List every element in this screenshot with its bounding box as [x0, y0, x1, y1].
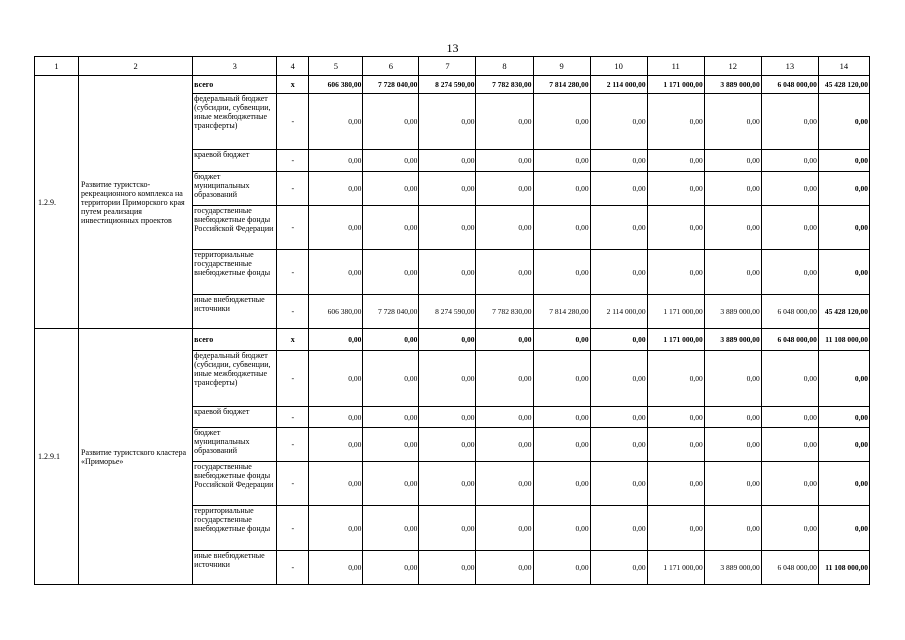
column-header-3: 3	[193, 57, 277, 76]
amount-cell: 0,00	[704, 462, 761, 506]
amount-cell: 0,00	[533, 94, 590, 150]
amount-cell: 8 274 590,00	[419, 295, 476, 329]
amount-cell: 0,00	[363, 206, 419, 250]
amount-cell: 0,00	[309, 428, 363, 462]
amount-cell: 0,00	[704, 250, 761, 295]
amount-cell: 0,00	[363, 407, 419, 428]
column-4-mark: -	[277, 551, 309, 585]
amount-cell: 0,00	[704, 351, 761, 407]
amount-cell: 0,00	[363, 351, 419, 407]
amount-cell: 11 108 000,00	[818, 329, 869, 351]
financing-table	[34, 56, 870, 585]
amount-cell: 0,00	[363, 250, 419, 295]
amount-cell: 7 782 830,00	[476, 76, 533, 94]
column-4-mark: -	[277, 172, 309, 206]
amount-cell: 0,00	[309, 150, 363, 172]
amount-cell: 0,00	[818, 206, 869, 250]
amount-cell: 3 889 000,00	[704, 329, 761, 351]
amount-cell: 45 428 120,00	[818, 76, 869, 94]
amount-cell: 0,00	[533, 506, 590, 551]
amount-cell: 0,00	[761, 250, 818, 295]
amount-cell: 0,00	[476, 551, 533, 585]
amount-cell: 0,00	[818, 150, 869, 172]
amount-cell: 0,00	[363, 172, 419, 206]
amount-cell: 0,00	[476, 94, 533, 150]
amount-cell: 0,00	[309, 462, 363, 506]
item-code: 1.2.9.	[35, 76, 79, 329]
amount-cell: 0,00	[818, 94, 869, 150]
amount-cell: 11 108 000,00	[818, 551, 869, 585]
amount-cell: 0,00	[533, 551, 590, 585]
amount-cell: 0,00	[363, 94, 419, 150]
amount-cell: 0,00	[590, 351, 647, 407]
amount-cell: 0,00	[818, 462, 869, 506]
funding-source: бюджет муниципальных образований	[193, 428, 277, 462]
amount-cell: 0,00	[476, 351, 533, 407]
amount-cell: 7 814 280,00	[533, 76, 590, 94]
amount-cell: 0,00	[761, 428, 818, 462]
funding-source: всего	[193, 329, 277, 351]
amount-cell: 0,00	[704, 94, 761, 150]
amount-cell: 7 728 040,00	[363, 295, 419, 329]
amount-cell: 0,00	[533, 462, 590, 506]
column-4-mark: х	[277, 329, 309, 351]
amount-cell: 0,00	[309, 250, 363, 295]
amount-cell: 0,00	[363, 150, 419, 172]
item-name: Развитие туристско-рекреационного комплекса на территории Приморского края путем реализация инвестиционных проектов	[79, 76, 193, 329]
amount-cell: 1 171 000,00	[647, 329, 704, 351]
amount-cell: 0,00	[704, 150, 761, 172]
amount-cell: 0,00	[476, 329, 533, 351]
amount-cell: 0,00	[419, 351, 476, 407]
table-row	[35, 329, 870, 351]
amount-cell: 0,00	[590, 329, 647, 351]
amount-cell: 0,00	[704, 428, 761, 462]
amount-cell: 6 048 000,00	[761, 295, 818, 329]
amount-cell: 0,00	[761, 462, 818, 506]
amount-cell: 45 428 120,00	[818, 295, 869, 329]
amount-cell: 0,00	[363, 329, 419, 351]
column-header-4: 4	[277, 57, 309, 76]
column-header-7: 7	[419, 57, 476, 76]
amount-cell: 0,00	[419, 206, 476, 250]
funding-source: бюджет муниципальных образований	[193, 172, 277, 206]
amount-cell: 0,00	[761, 506, 818, 551]
amount-cell: 7 728 040,00	[363, 76, 419, 94]
column-header-6: 6	[363, 57, 419, 76]
amount-cell: 0,00	[363, 462, 419, 506]
amount-cell: 0,00	[590, 150, 647, 172]
amount-cell: 0,00	[818, 172, 869, 206]
funding-source: федеральный бюджет (субсидии, субвенции, иные межбюджетные трансферты)	[193, 351, 277, 407]
amount-cell: 0,00	[818, 506, 869, 551]
funding-source: всего	[193, 76, 277, 94]
amount-cell: 0,00	[647, 428, 704, 462]
amount-cell: 1 171 000,00	[647, 551, 704, 585]
amount-cell: 0,00	[704, 206, 761, 250]
amount-cell: 0,00	[309, 172, 363, 206]
amount-cell: 0,00	[590, 172, 647, 206]
amount-cell: 0,00	[363, 428, 419, 462]
amount-cell: 0,00	[590, 462, 647, 506]
funding-source: краевой бюджет	[193, 150, 277, 172]
column-header-11: 11	[647, 57, 704, 76]
amount-cell: 0,00	[761, 150, 818, 172]
amount-cell: 0,00	[818, 250, 869, 295]
amount-cell: 0,00	[363, 551, 419, 585]
header-row	[35, 57, 870, 76]
amount-cell: 0,00	[476, 407, 533, 428]
amount-cell: 0,00	[590, 94, 647, 150]
amount-cell: 0,00	[419, 329, 476, 351]
amount-cell: 0,00	[419, 407, 476, 428]
amount-cell: 0,00	[419, 150, 476, 172]
funding-source: территориальные государственные внебюджетные фонды	[193, 506, 277, 551]
amount-cell: 0,00	[309, 94, 363, 150]
column-4-mark: -	[277, 150, 309, 172]
column-4-mark: -	[277, 506, 309, 551]
amount-cell: 6 048 000,00	[761, 76, 818, 94]
amount-cell: 0,00	[476, 206, 533, 250]
amount-cell: 0,00	[533, 428, 590, 462]
amount-cell: 3 889 000,00	[704, 295, 761, 329]
amount-cell: 0,00	[533, 351, 590, 407]
amount-cell: 0,00	[647, 351, 704, 407]
amount-cell: 0,00	[476, 462, 533, 506]
amount-cell: 0,00	[533, 206, 590, 250]
amount-cell: 0,00	[818, 351, 869, 407]
amount-cell: 6 048 000,00	[761, 329, 818, 351]
amount-cell: 0,00	[309, 351, 363, 407]
column-4-mark: -	[277, 295, 309, 329]
amount-cell: 0,00	[704, 506, 761, 551]
funding-source: государственные внебюджетные фонды Российской Федерации	[193, 462, 277, 506]
amount-cell: 0,00	[476, 172, 533, 206]
amount-cell: 0,00	[419, 94, 476, 150]
amount-cell: 0,00	[476, 506, 533, 551]
amount-cell: 0,00	[590, 407, 647, 428]
amount-cell: 0,00	[533, 172, 590, 206]
column-header-8: 8	[476, 57, 533, 76]
funding-source: государственные внебюджетные фонды Российской Федерации	[193, 206, 277, 250]
amount-cell: 0,00	[533, 329, 590, 351]
amount-cell: 7 814 280,00	[533, 295, 590, 329]
amount-cell: 1 171 000,00	[647, 295, 704, 329]
column-header-5: 5	[309, 57, 363, 76]
amount-cell: 0,00	[533, 250, 590, 295]
amount-cell: 2 114 000,00	[590, 76, 647, 94]
amount-cell: 0,00	[419, 250, 476, 295]
amount-cell: 0,00	[476, 428, 533, 462]
amount-cell: 0,00	[363, 506, 419, 551]
amount-cell: 3 889 000,00	[704, 551, 761, 585]
funding-source: иные внебюджетные источники	[193, 295, 277, 329]
amount-cell: 0,00	[590, 551, 647, 585]
amount-cell: 0,00	[704, 407, 761, 428]
column-header-14: 14	[818, 57, 869, 76]
amount-cell: 0,00	[419, 462, 476, 506]
amount-cell: 0,00	[590, 428, 647, 462]
column-4-mark: -	[277, 428, 309, 462]
amount-cell: 0,00	[647, 462, 704, 506]
column-header-13: 13	[761, 57, 818, 76]
amount-cell: 0,00	[761, 351, 818, 407]
column-4-mark: х	[277, 76, 309, 94]
amount-cell: 3 889 000,00	[704, 76, 761, 94]
amount-cell: 0,00	[476, 150, 533, 172]
table-row	[35, 76, 870, 94]
column-4-mark: -	[277, 351, 309, 407]
amount-cell: 0,00	[309, 206, 363, 250]
column-4-mark: -	[277, 94, 309, 150]
amount-cell: 606 380,00	[309, 76, 363, 94]
column-4-mark: -	[277, 407, 309, 428]
funding-source: территориальные государственные внебюджетные фонды	[193, 250, 277, 295]
amount-cell: 0,00	[647, 506, 704, 551]
column-header-10: 10	[590, 57, 647, 76]
amount-cell: 0,00	[419, 172, 476, 206]
item-name: Развитие туристского кластера «Приморье»	[79, 329, 193, 585]
amount-cell: 0,00	[419, 551, 476, 585]
amount-cell: 8 274 590,00	[419, 76, 476, 94]
amount-cell: 0,00	[309, 506, 363, 551]
amount-cell: 0,00	[704, 172, 761, 206]
funding-source: федеральный бюджет (субсидии, субвенции, иные межбюджетные трансферты)	[193, 94, 277, 150]
amount-cell: 0,00	[309, 329, 363, 351]
funding-source: краевой бюджет	[193, 407, 277, 428]
amount-cell: 1 171 000,00	[647, 76, 704, 94]
amount-cell: 0,00	[761, 407, 818, 428]
column-header-9: 9	[533, 57, 590, 76]
amount-cell: 0,00	[309, 407, 363, 428]
column-header-1: 1	[35, 57, 79, 76]
amount-cell: 0,00	[761, 172, 818, 206]
amount-cell: 0,00	[647, 150, 704, 172]
amount-cell: 0,00	[647, 206, 704, 250]
column-4-mark: -	[277, 462, 309, 506]
column-4-mark: -	[277, 206, 309, 250]
amount-cell: 0,00	[647, 250, 704, 295]
amount-cell: 0,00	[309, 551, 363, 585]
amount-cell: 0,00	[419, 506, 476, 551]
page-number: 13	[446, 41, 459, 55]
amount-cell: 0,00	[590, 206, 647, 250]
column-header-12: 12	[704, 57, 761, 76]
amount-cell: 0,00	[476, 250, 533, 295]
amount-cell: 0,00	[761, 206, 818, 250]
amount-cell: 6 048 000,00	[761, 551, 818, 585]
column-header-2: 2	[79, 57, 193, 76]
amount-cell: 0,00	[818, 428, 869, 462]
amount-cell: 0,00	[533, 407, 590, 428]
amount-cell: 0,00	[647, 407, 704, 428]
amount-cell: 0,00	[818, 407, 869, 428]
amount-cell: 0,00	[419, 428, 476, 462]
amount-cell: 0,00	[590, 250, 647, 295]
amount-cell: 7 782 830,00	[476, 295, 533, 329]
amount-cell: 606 380,00	[309, 295, 363, 329]
amount-cell: 2 114 000,00	[590, 295, 647, 329]
amount-cell: 0,00	[647, 172, 704, 206]
amount-cell: 0,00	[590, 506, 647, 551]
item-code: 1.2.9.1	[35, 329, 79, 585]
funding-source: иные внебюджетные источники	[193, 551, 277, 585]
amount-cell: 0,00	[647, 94, 704, 150]
amount-cell: 0,00	[533, 150, 590, 172]
amount-cell: 0,00	[761, 94, 818, 150]
column-4-mark: -	[277, 250, 309, 295]
